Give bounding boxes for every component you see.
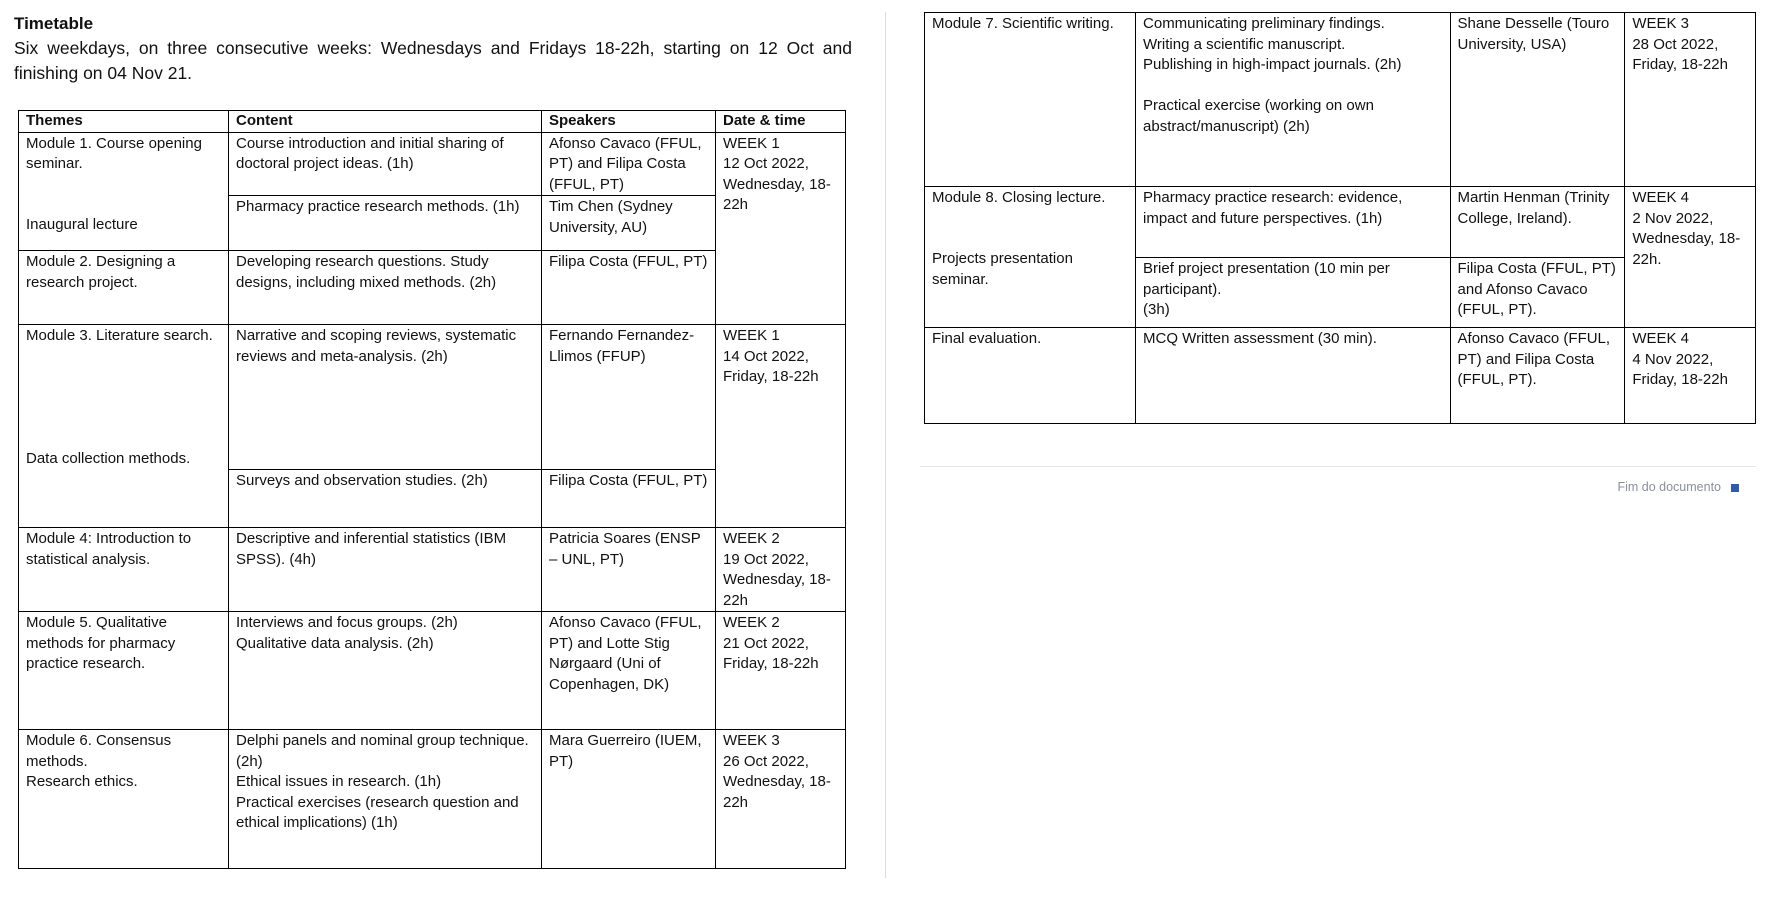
theme-text: Module 8. Closing lecture.	[932, 189, 1106, 206]
end-of-document-line	[920, 466, 1756, 467]
page-divider	[885, 12, 886, 878]
content-cell: Course introduction and initial sharing of doctoral project ideas. (1h)	[229, 132, 542, 196]
header-themes: Themes	[19, 111, 229, 133]
table-row	[925, 328, 1756, 424]
date-cell: WEEK 3 28 Oct 2022, Friday, 18-22h	[1625, 13, 1756, 187]
end-of-document-label: Fim do documento	[1617, 480, 1721, 494]
speakers-cell: Filipa Costa (FFUL, PT)	[542, 470, 716, 528]
content-cell: Developing research questions. Study designs, including mixed methods. (2h)	[229, 251, 542, 325]
table-row	[19, 528, 846, 612]
content-cell: MCQ Written assessment (30 min).	[1136, 328, 1451, 424]
speakers-cell: Filipa Costa (FFUL, PT) and Afonso Cavaco (FFUL, PT).	[1450, 258, 1625, 328]
theme-cell: Module 5. Qualitative methods for pharmacy practice research.	[19, 612, 229, 730]
theme-cell	[19, 325, 229, 528]
theme-text: Inaugural lecture	[26, 215, 138, 233]
table-header-row	[19, 111, 846, 133]
content-cell: Delphi panels and nominal group technique. (2h) Ethical issues in research. (1h) Practical exercises (research question and ethical implications) (1h)	[229, 730, 542, 869]
table-row	[19, 730, 846, 869]
speakers-cell: Tim Chen (Sydney University, AU)	[542, 196, 716, 251]
header-content: Content	[229, 111, 542, 133]
speakers-cell: Mara Guerreiro (IUEM, PT)	[542, 730, 716, 869]
theme-cell: Final evaluation.	[925, 328, 1136, 424]
speakers-cell: Afonso Cavaco (FFUL, PT) and Lotte Stig Nørgaard (Uni of Copenhagen, DK)	[542, 612, 716, 730]
page-right	[920, 0, 1783, 900]
content-cell: Pharmacy practice research: evidence, impact and future perspectives. (1h)	[1136, 187, 1451, 258]
timetable-table-right	[924, 12, 1756, 424]
theme-cell	[19, 132, 229, 251]
content-cell: Surveys and observation studies. (2h)	[229, 470, 542, 528]
theme-text: Data collection methods.	[26, 450, 191, 467]
document-intro: Six weekdays, on three consecutive weeks: Wednesdays and Fridays 18-22h, starting on 12 Oct and finishing on 04 Nov 21.	[14, 38, 852, 83]
header-speakers: Speakers	[542, 111, 716, 133]
speakers-cell: Martin Henman (Trinity College, Ireland).	[1450, 187, 1625, 258]
theme-cell: Module 7. Scientific writing.	[925, 13, 1136, 187]
theme-text: Projects presentation seminar.	[932, 250, 1073, 288]
content-cell: Descriptive and inferential statistics (IBM SPSS). (4h)	[229, 528, 542, 612]
date-cell: WEEK 2 21 Oct 2022, Friday, 18-22h	[716, 612, 846, 730]
header-date-time: Date & time	[716, 111, 846, 133]
theme-cell	[925, 187, 1136, 328]
date-cell: WEEK 2 19 Oct 2022, Wednesday, 18-22h	[716, 528, 846, 612]
date-cell: WEEK 4 4 Nov 2022, Friday, 18-22h	[1625, 328, 1756, 424]
theme-text: Module 3. Literature search.	[26, 327, 213, 344]
content-cell: Brief project presentation (10 min per participant). (3h)	[1136, 258, 1451, 328]
theme-cell: Module 6. Consensus methods. Research ethics.	[19, 730, 229, 869]
date-cell: WEEK 3 26 Oct 2022, Wednesday, 18-22h	[716, 730, 846, 869]
page-left	[0, 0, 880, 900]
timetable-table-left	[18, 110, 846, 869]
speakers-cell: Patricia Soares (ENSP – UNL, PT)	[542, 528, 716, 612]
date-cell: WEEK 1 14 Oct 2022, Friday, 18-22h	[716, 325, 846, 528]
theme-cell: Module 2. Designing a research project.	[19, 251, 229, 325]
speakers-cell: Afonso Cavaco (FFUL, PT) and Filipa Costa (FFUL, PT).	[1450, 328, 1625, 424]
end-square-icon	[1731, 484, 1739, 492]
content-cell: Pharmacy practice research methods. (1h)	[229, 196, 542, 251]
speakers-cell: Shane Desselle (Touro University, USA)	[1450, 13, 1625, 187]
theme-text: Module 1. Course opening seminar.	[26, 134, 202, 172]
end-of-document-marker	[1617, 480, 1739, 494]
speakers-cell: Fernando Fernandez-Llimos (FFUP)	[542, 325, 716, 470]
content-cell: Narrative and scoping reviews, systematic reviews and meta-analysis. (2h)	[229, 325, 542, 470]
table-row	[925, 187, 1756, 258]
table-row	[19, 132, 846, 196]
content-cell: Interviews and focus groups. (2h) Qualitative data analysis. (2h)	[229, 612, 542, 730]
date-cell: WEEK 4 2 Nov 2022, Wednesday, 18-22h.	[1625, 187, 1756, 328]
table-row	[925, 13, 1756, 187]
theme-cell: Module 4: Introduction to statistical analysis.	[19, 528, 229, 612]
speakers-cell: Afonso Cavaco (FFUL, PT) and Filipa Costa (FFUL, PT)	[542, 132, 716, 196]
document-title: Timetable	[14, 14, 94, 33]
speakers-cell: Filipa Costa (FFUL, PT)	[542, 251, 716, 325]
date-cell: WEEK 1 12 Oct 2022, Wednesday, 18-22h	[716, 132, 846, 325]
table-row	[19, 325, 846, 470]
table-row	[19, 612, 846, 730]
content-cell: Communicating preliminary findings. Writing a scientific manuscript. Publishing in high-impact journals. (2h) Practical exercise (working on own abstract/manuscript) (2h)	[1136, 13, 1451, 187]
